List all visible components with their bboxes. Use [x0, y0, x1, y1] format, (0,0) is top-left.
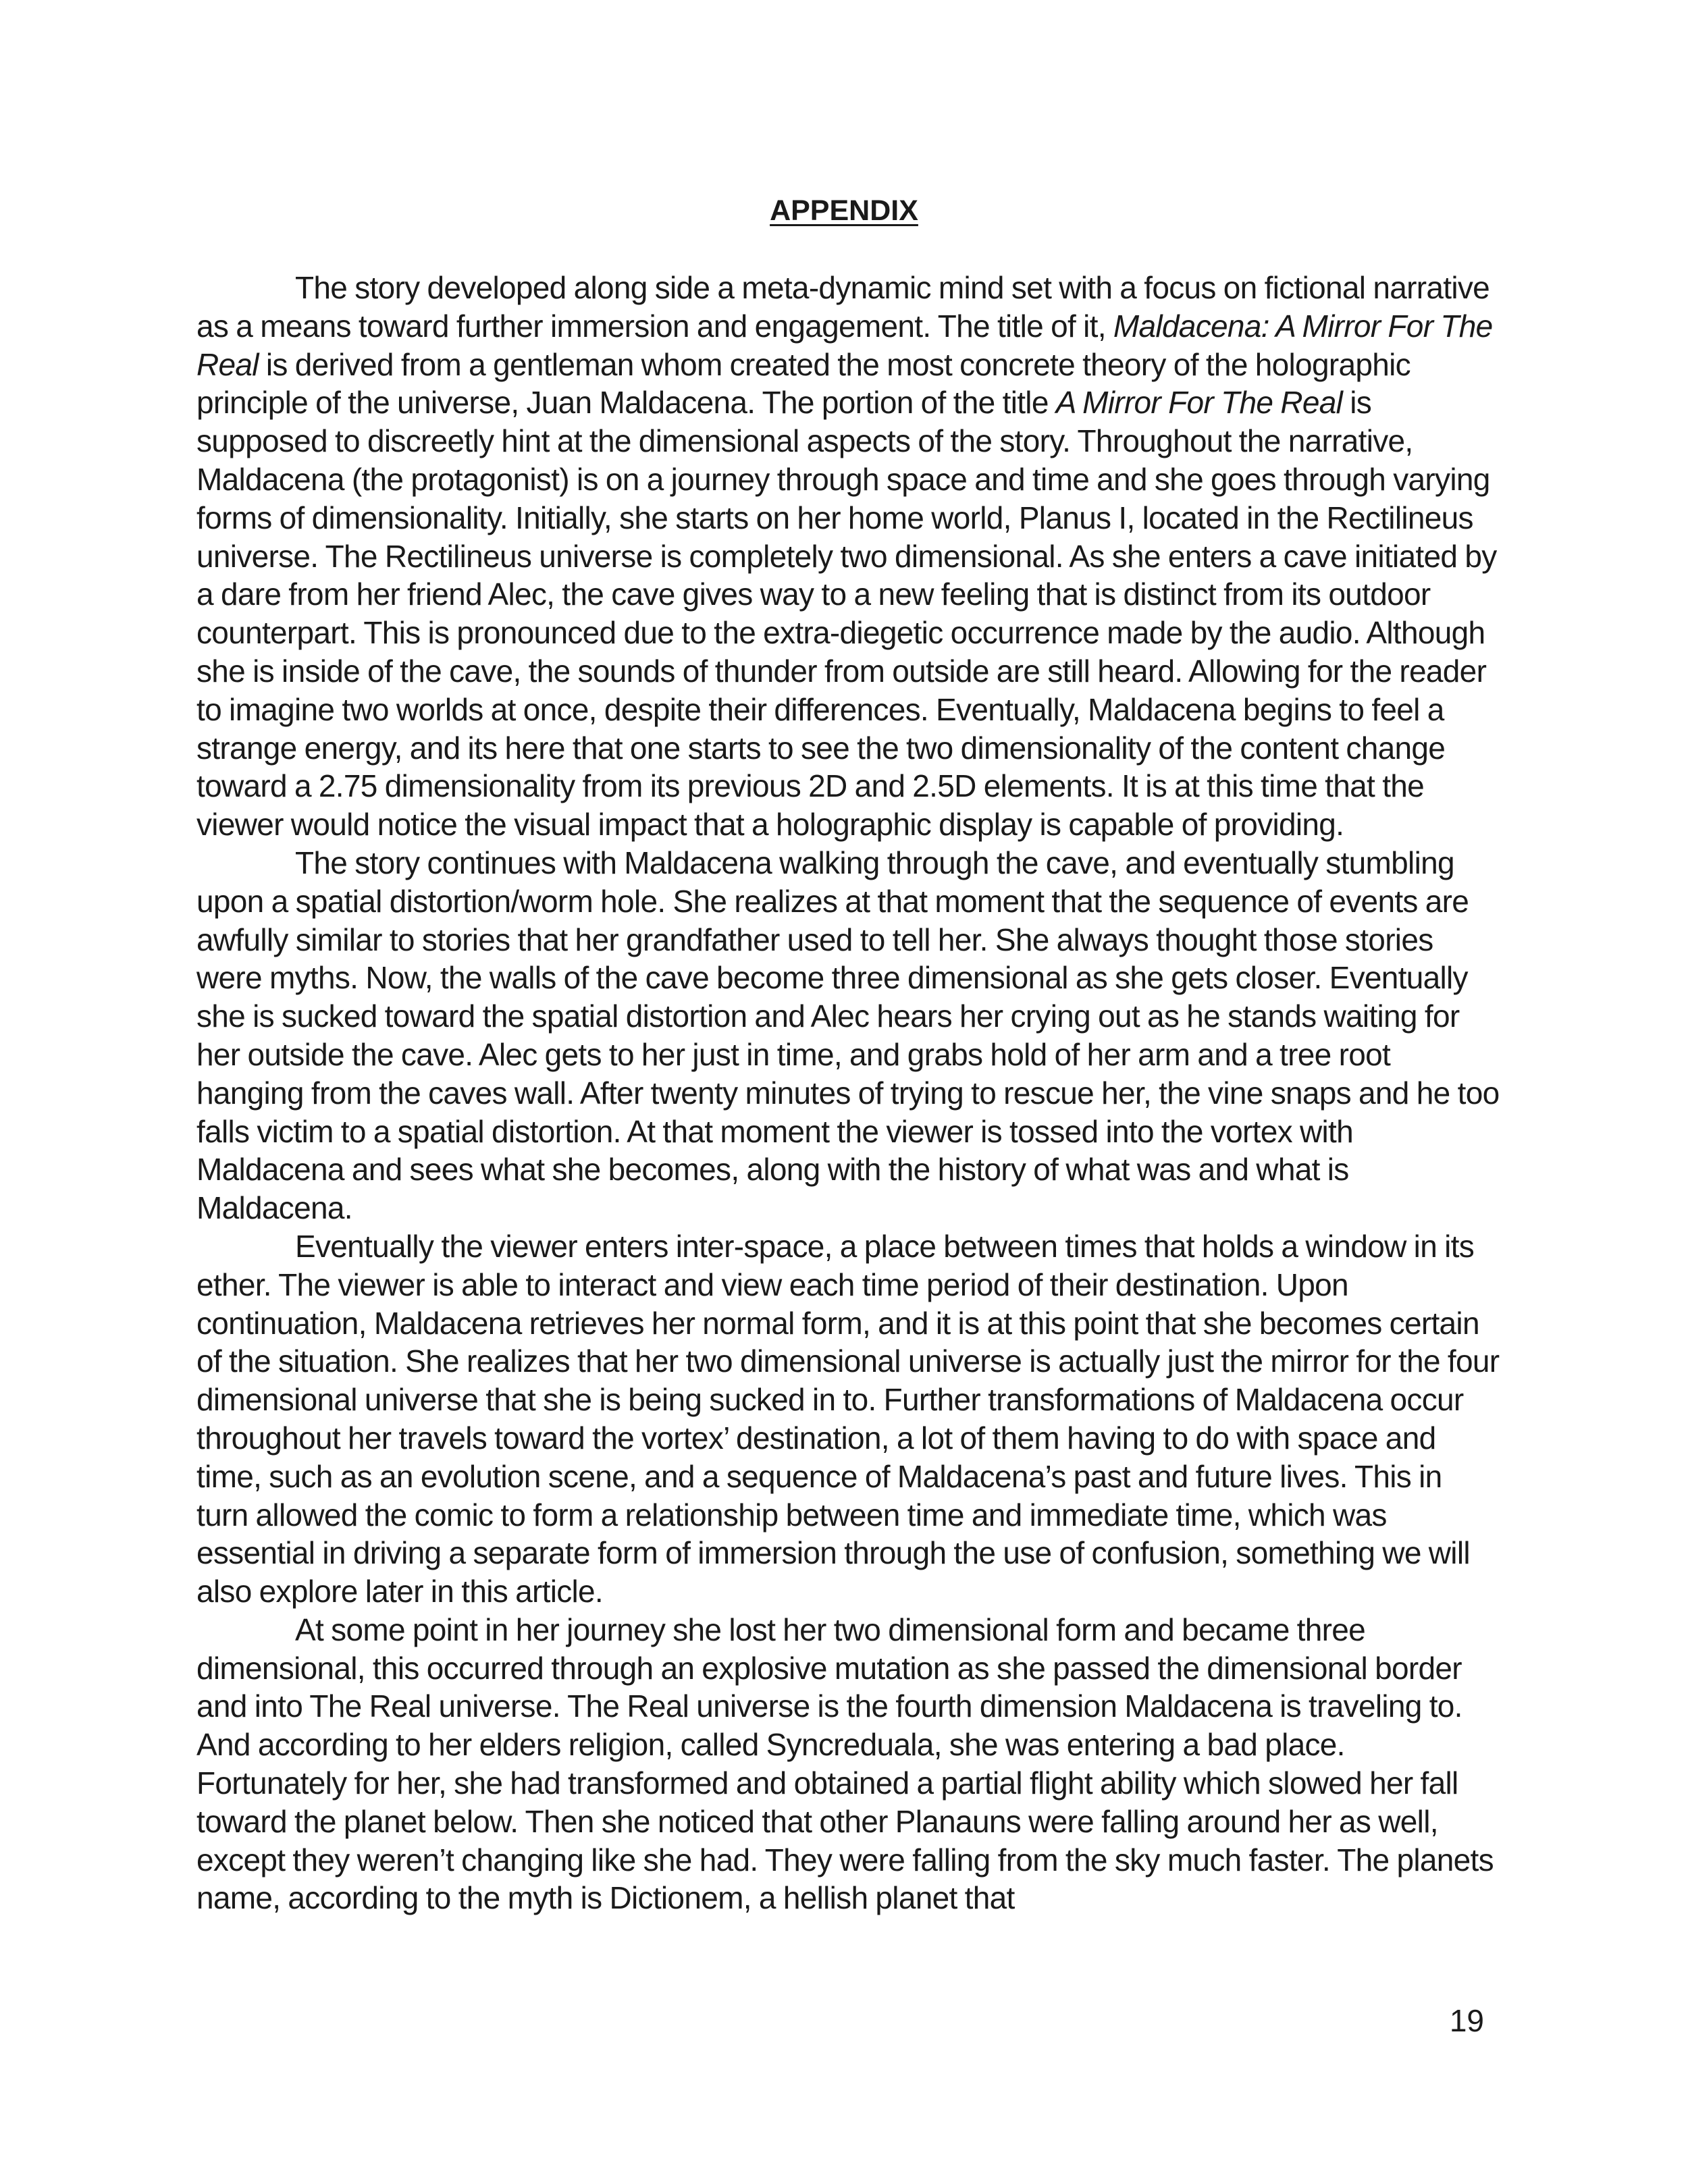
paragraph-4: At some point in her journey she lost her two dimensional form and became three dimensional, this occurred through an explosive mutation as she passed the dimensional border and into The Real universe. The Real universe is the fourth dimension Maldacena is traveling to. And according to her elders religion, called Syncreduala, she was entering a bad place. Fortunately for her, she had transformed and obtained a partial flight ability which slowed her fall toward the planet below. Then she noticed that other Planauns were falling around her as well, except they weren’t changing like she had. They were falling from the sky much faster. The planets name, according to the myth is Dictionem, a hellish planet that — [196, 1612, 1494, 1916]
title-portion: A Mirror For The Real — [1055, 385, 1343, 421]
story-title: Maldacena: A Mirror For The Real — [196, 308, 1493, 382]
appendix-body — [196, 269, 1501, 1917]
page-number: 19 — [1449, 2003, 1484, 2038]
paragraph-1: The story developed along side a meta-dynamic mind set with a focus on fictional narrative as a means toward further immersion and engagement. The title of it, Maldacena: A Mirror For The Real is derived from a gentleman whom created the most concrete theory of the holographic principle of the universe, Juan Maldacena. The portion of the title A Mirror For The Real is supposed to discreetly hint at the dimensional aspects of the story. Throughout the narrative, Maldacena (the protagonist) is on a journey through space and time and she goes through varying forms of dimensionality. Initially, she starts on her home world, Planus I, located in the Rectilineus universe. The Rectilineus universe is completely two dimensional. As she enters a cave initiated by a dare from her friend Alec, the cave gives way to a new feeling that is distinct from its outdoor counterpart. This is pronounced due to the extra-diegetic occurrence made by the audio. Although she is inside of the cave, the sounds of thunder from outside are still heard. Allowing for the reader to imagine two worlds at once, despite their differences. Eventually, Maldacena begins to feel a strange energy, and its here that one starts to see the two dimensionality of the content change toward a 2.75 dimensionality from its previous 2D and 2.5D elements. It is at this time that the viewer would notice the visual impact that a holographic display is capable of providing. — [196, 270, 1497, 843]
paragraph-2: The story continues with Maldacena walking through the cave, and eventually stumbling upon a spatial distortion/worm hole. She realizes at that moment that the sequence of events are awfully similar to stories that her grandfather used to tell her. She always thought those stories were myths. Now, the walls of the cave become three dimensional as she gets closer. Eventually she is sucked toward the spatial distortion and Alec hears her crying out as he stands waiting for her outside the cave. Alec gets to her just in time, and grabs hold of her arm and a tree root hanging from the caves wall. After twenty minutes of trying to rescue her, the vine snaps and he too falls victim to a spatial distortion. At that moment the viewer is tossed into the vortex with Maldacena and sees what she becomes, along with the history of what was and what is Maldacena. — [196, 845, 1500, 1226]
appendix-heading: APPENDIX — [770, 194, 918, 227]
paragraph-3: Eventually the viewer enters inter-space, a place between times that holds a window in its ether. The viewer is able to interact and view each time period of their destination. Upon continuation, Maldacena retrieves her normal form, and it is at this point that she becomes certain of the situation. She realizes that her two dimensional universe is actually just the mirror for the four dimensional universe that she is being sucked in to. Further transformations of Maldacena occur throughout her travels toward the vortex’ destination, a lot of them having to do with space and time, such as an evolution scene, and a sequence of Maldacena’s past and future lives. This in turn allowed the comic to form a relationship between time and immediate time, which was essential in driving a separate form of immersion through the use of confusion, something we will also explore later in this article. — [196, 1228, 1500, 1609]
